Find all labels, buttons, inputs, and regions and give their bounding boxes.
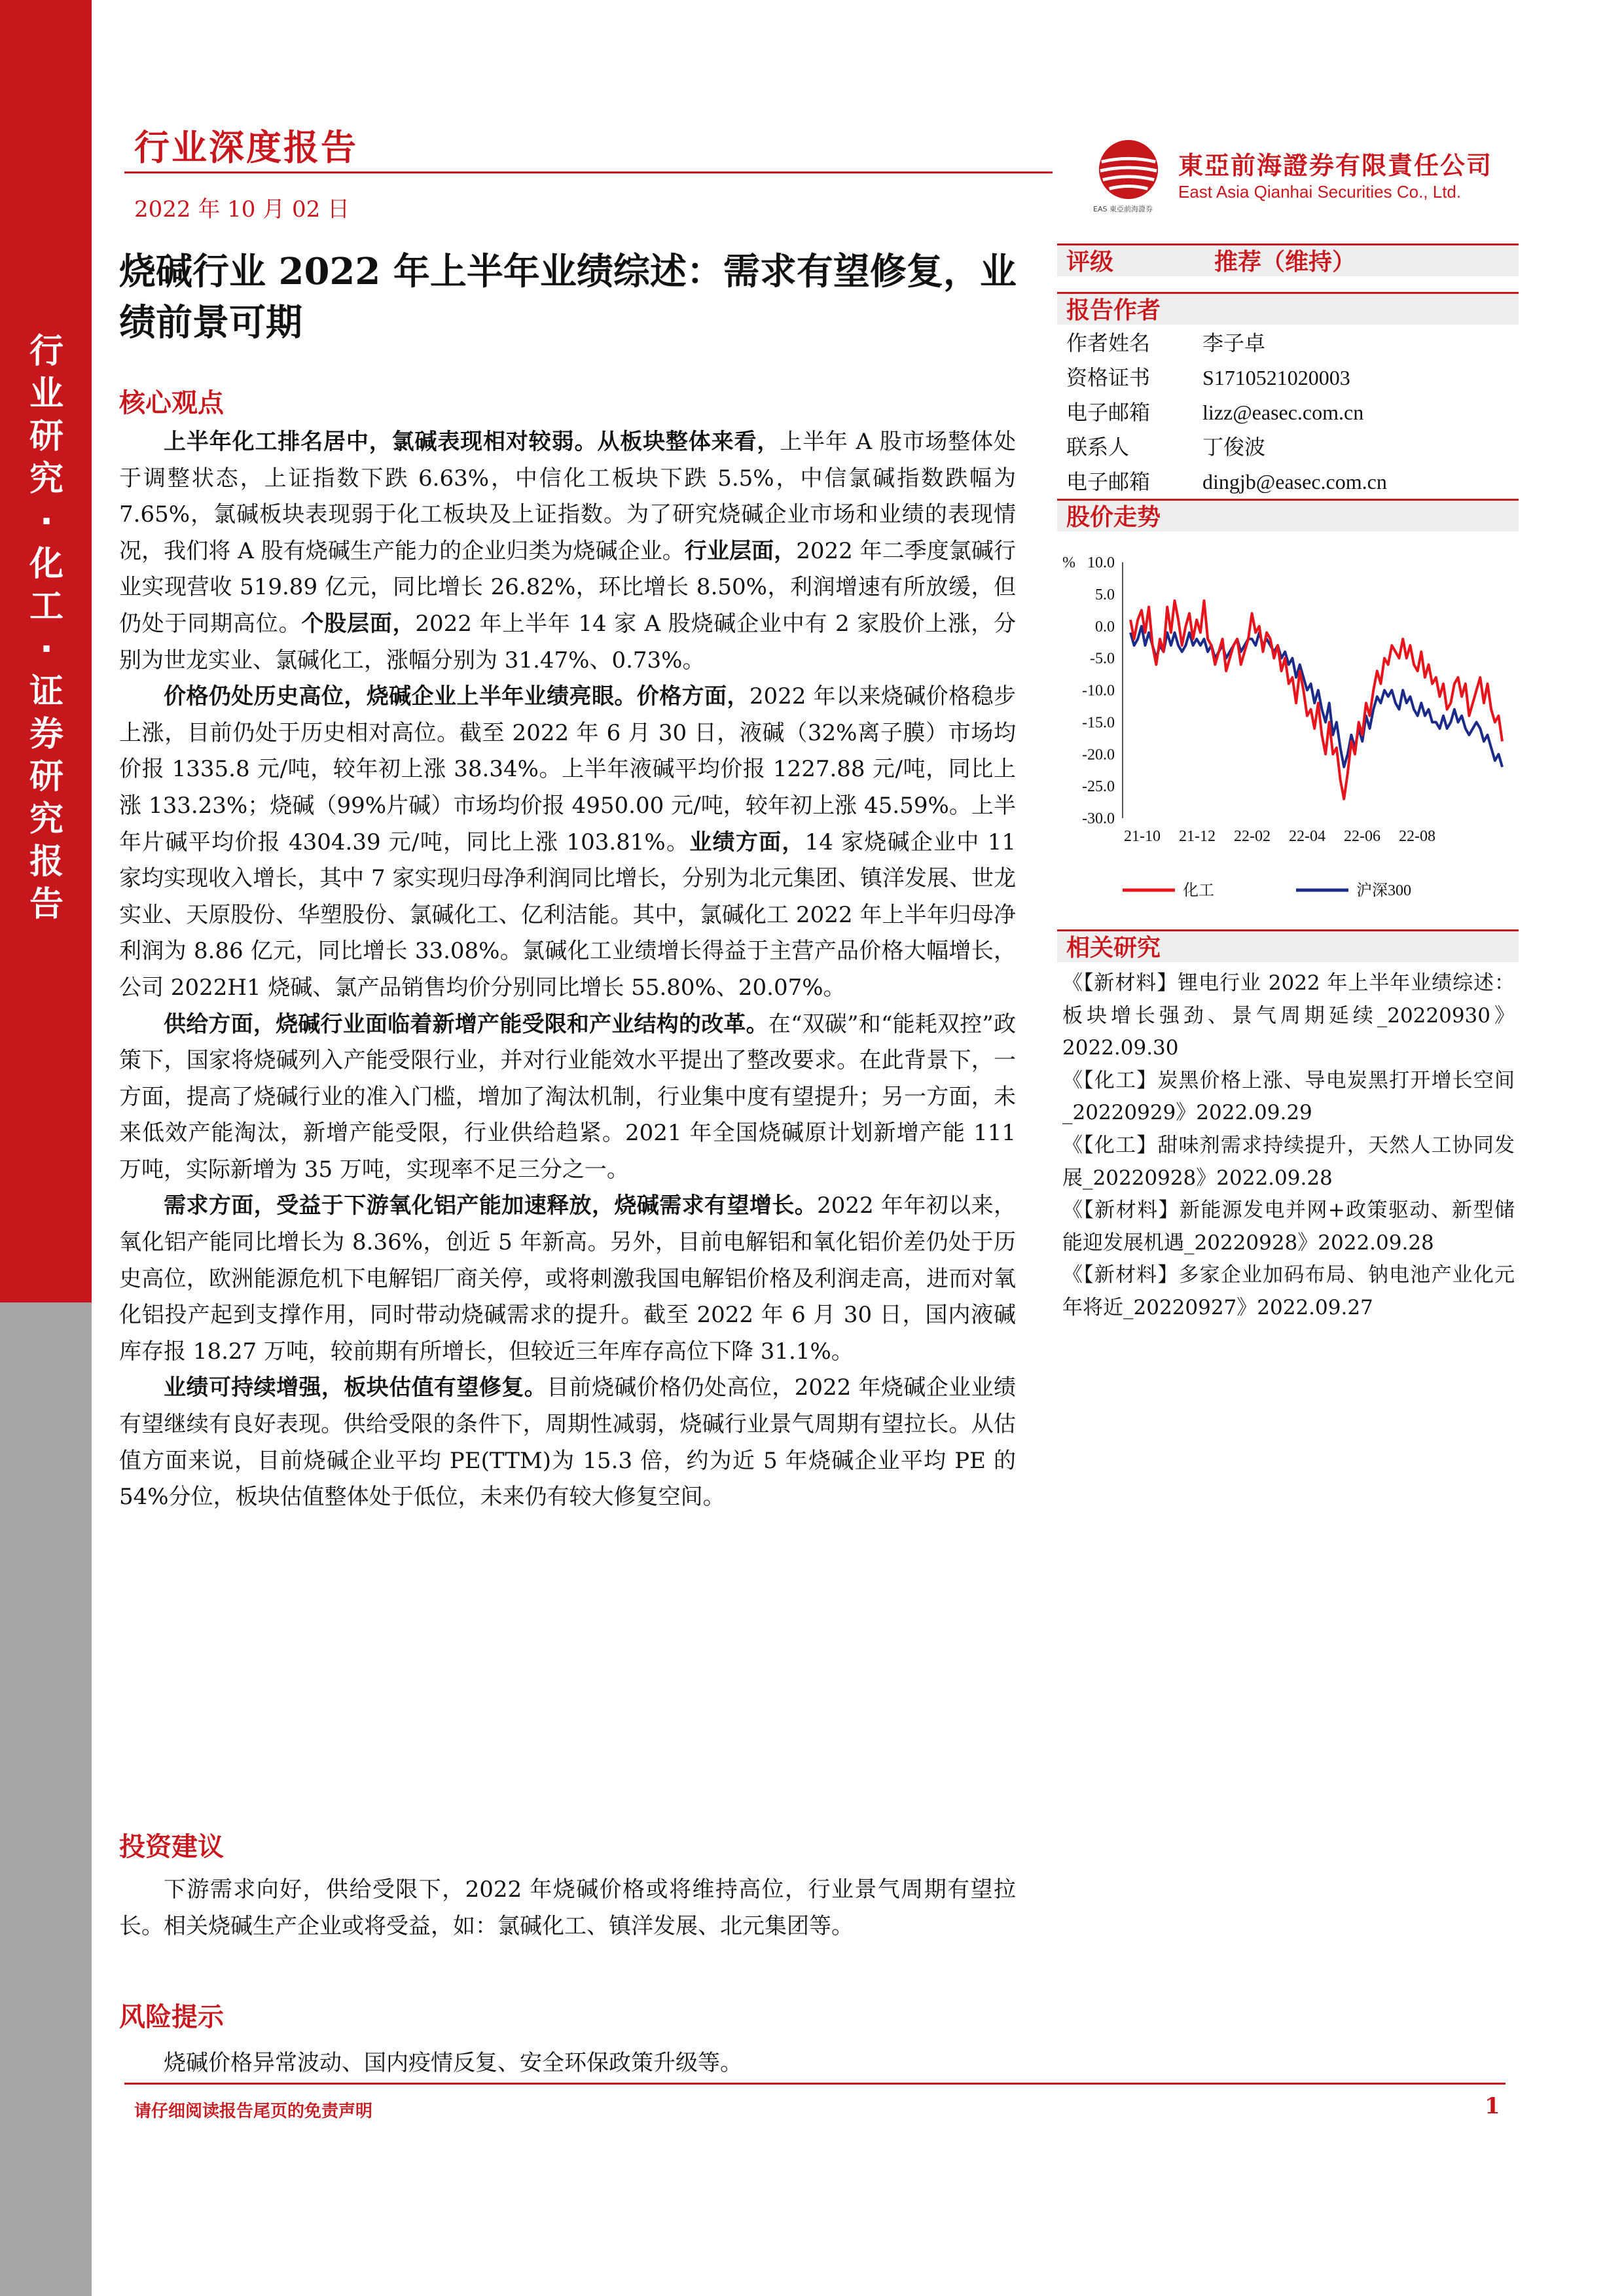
stock-heading: 股价走势 (1057, 499, 1519, 531)
author-row (1057, 326, 1519, 361)
x-tick-label: 22-08 (1399, 828, 1435, 845)
header-divider (124, 171, 1053, 173)
stock-box (1057, 499, 1519, 531)
core-paragraph-4: 需求方面，受益于下游氧化铝产能加速释放，烧碱需求有望增长。2022 年年初以来，氧化铝产能同比增长为 8.36%，创近 5 年新高。另外，目前电解铝和氧化铝价差仍处于历史高位，欧洲能源危机下电解铝厂商关停，或将刺激我国电解铝价格及利润走高，进而对氧化铝投产起到支撑作用，同时带动烧碱需求的提升。截至 2022 年 6 月 30 日，国内液碱库存报 18.27 万吨，较前期有所增长，但较近三年库存高位下降 31.1%。 (119, 1193, 1017, 1365)
author-field-label: 联系人 (1066, 435, 1130, 459)
x-tick-label: 21-12 (1179, 828, 1216, 845)
related-report-link[interactable]: 《【新材料】锂电行业 2022 年上半年业绩综述：板块增长强劲、景气周期延续_20220930》2022.09.30 (1062, 971, 1515, 1060)
y-tick-label: -10.0 (1082, 682, 1115, 700)
disclaimer-note: 请仔细阅读报告尾页的免责声明 (134, 2102, 373, 2121)
rating-label: 评级 (1066, 248, 1114, 276)
author-field-label: 作者姓名 (1066, 331, 1151, 355)
core-paragraph-1: 上半年化工排名居中，氯碱表现相对较弱。从板块整体来看，上半年 A 股市场整体处于调整状态，上证指数下跌 6.63%，中信化工板块下跌 5.5%，中信氯碱指数跌幅为 7.65%，氯碱板块表现弱于化工板块及上证指数。为了研究烧碱企业市场和业绩的表现情况，我们将 A 股有烧碱生产能力的企业归类为烧碱企业。行业层面，2022 年二季度氯碱行业实现营收 519.89 亿元，同比增长 26.82%，环比增长 8.50%，利润增速有所放缓，但仍处于同期高位。个股层面，2022 年上半年 14 家 A 股烧碱企业中有 2 家股价上涨，分别为世龙实业、氯碱化工，涨幅分别为 31.47%、0.73%。 (119, 429, 1017, 673)
related-report-link[interactable]: 《【新材料】新能源发电并网+政策驱动、新型储能迎发展机遇_20220928》2022.09.28 (1062, 1198, 1515, 1255)
company-logo-icon (1096, 137, 1161, 202)
related-list (1057, 962, 1519, 1325)
related-box (1057, 929, 1519, 1325)
related-report-link[interactable]: 《【新材料】多家企业加码布局、钠电池产业化元年将近_20220927》2022.09.27 (1062, 1263, 1515, 1319)
core-body (119, 424, 1016, 1516)
x-tick-label: 21-10 (1124, 828, 1161, 845)
report-title: 烧碱行业 2022 年上半年业绩综述：需求有望修复，业绩前景可期 (119, 250, 1017, 344)
author-field-label: 资格证书 (1066, 365, 1151, 390)
invest-paragraph: 下游需求向好，供给受限下，2022 年烧碱价格或将维持高位，行业景气周期有望拉长。相关烧碱生产企业或将受益，如：氯碱化工、镇洋发展、北元集团等。 (119, 1876, 1016, 1939)
author-row (1057, 395, 1519, 430)
rating-bar (1057, 243, 1519, 276)
related-report-link[interactable]: 《【化工】炭黑价格上涨、导电炭黑打开增长空间_20220929》2022.09.29 (1062, 1068, 1515, 1125)
author-field-value[interactable]: lizz@easec.com.cn (1202, 401, 1364, 424)
core-heading: 核心观点 (119, 387, 224, 418)
related-heading: 相关研究 (1057, 929, 1519, 962)
legend-label: 沪深300 (1356, 882, 1411, 899)
core-paragraph-2: 价格仍处历史高位，烧碱企业上半年业绩亮眼。价格方面，2022 年以来烧碱价格稳步上涨，目前仍处于历史相对高位。截至 2022 年 6 月 30 日，液碱（32%离子膜）市场均价报 1335.8 元/吨，较年初上涨 38.34%。上半年液碱平均价报 1227.88 元/吨，同比上涨 133.23%；烧碱（99%片碱）市场均价报 4950.00 元/吨，较年初上涨 45.59%。上半年片碱平均价报 4304.39 元/吨，同比上涨 103.81%。业绩方面，14 家烧碱企业中 11 家均实现收入增长，其中 7 家实现归母净利润同比增长，分别为北元集团、镇洋发展、世龙实业、天原股份、华塑股份、氯碱化工、亿利洁能。其中，氯碱化工 2022 年上半年归母净利润为 8.86 亿元，同比增长 33.08%。氯碱化工业绩增长得益于主营产品价格大幅增长，公司 2022H1 烧碱、氯产品销售均价分别同比增长 55.80%、20.07%。 (119, 683, 1017, 1001)
y-tick-label: -30.0 (1082, 810, 1115, 827)
risk-paragraph: 烧碱价格异常波动、国内疫情反复、安全环保政策升级等。 (164, 2050, 742, 2076)
y-axis-unit: % (1062, 554, 1075, 571)
y-tick-label: -25.0 (1082, 778, 1115, 796)
company-name-en: East Asia Qianhai Securities Co., Ltd. (1178, 182, 1462, 202)
authors-heading: 报告作者 (1057, 292, 1519, 325)
author-field-value: 李子卓 (1202, 331, 1266, 355)
legend-label: 化工 (1183, 882, 1214, 899)
y-tick-label: 10.0 (1087, 554, 1115, 571)
author-field-value[interactable]: dingjb@easec.com.cn (1202, 470, 1387, 493)
rating-value: 推荐（维持） (1214, 248, 1356, 276)
authors-box (1057, 292, 1519, 499)
risk-heading: 风险提示 (119, 2001, 224, 2032)
author-field-label: 电子邮箱 (1066, 469, 1151, 494)
authors-list (1057, 325, 1519, 499)
author-field-value: 丁俊波 (1202, 435, 1266, 459)
report-type: 行业深度报告 (134, 126, 358, 168)
company-name-cn: 東亞前海證券有限責任公司 (1178, 151, 1493, 180)
risk-body (119, 2045, 1016, 2082)
logo-caption: EAS 東亞前海證券 (1093, 205, 1153, 213)
core-paragraph-3: 供给方面，烧碱行业面临着新增产能受限和产业结构的改革。在“双碳”和“能耗双控”政策下，国家将烧碱列入产能受限行业，并对行业能效水平提出了整改要求。在此背景下，一方面，提高了烧碱行业的准入门槛，增加了淘汰机制，行业集中度有望提升；另一方面，未来低效产能淘汰，新增产能受限，行业供给趋紧。2021 年全国烧碱原计划新增产能 111 万吨，实际新增为 35 万吨，实现率不足三分之一。 (119, 1011, 1017, 1183)
page-number: 1 (1485, 2093, 1500, 2119)
x-tick-label: 22-06 (1344, 828, 1380, 845)
core-paragraph-5: 业绩可持续增强，板块估值有望修复。目前烧碱价格仍处高位，2022 年烧碱企业业绩有望继续有良好表现。供给受限的条件下，周期性减弱，烧碱行业景气周期有望拉长。从估值方面来说，目前烧碱企业平均 PE(TTM)为 15.3 倍，约为近 5 年烧碱企业平均 PE 的 54%分位，板块估值整体处于低位，未来仍有较大修复空间。 (119, 1374, 1016, 1511)
y-tick-label: -15.0 (1082, 714, 1115, 732)
rating-box (1057, 243, 1519, 276)
related-report-link[interactable]: 《【化工】甜味剂需求持续提升，天然人工协同发展_20220928》2022.09.28 (1062, 1133, 1515, 1190)
x-tick-label: 22-04 (1289, 828, 1326, 845)
stock-price-chart (1057, 543, 1519, 916)
y-tick-label: -20.0 (1082, 746, 1115, 764)
invest-body (119, 1872, 1016, 1945)
sidebar-category-label: 行业研究·化工·证券研究报告 (29, 332, 63, 924)
sidebar-grey-band (0, 1302, 92, 2296)
footer-divider (124, 2083, 1506, 2085)
author-row (1057, 430, 1519, 465)
invest-heading: 投资建议 (119, 1831, 224, 1862)
y-tick-label: -5.0 (1090, 650, 1115, 668)
y-tick-label: 5.0 (1095, 586, 1115, 603)
y-tick-label: 0.0 (1095, 618, 1115, 636)
author-row (1057, 361, 1519, 395)
author-row (1057, 465, 1519, 499)
x-tick-label: 22-02 (1234, 828, 1271, 845)
author-field-label: 电子邮箱 (1066, 400, 1151, 425)
author-field-value: S1710521020003 (1202, 366, 1350, 389)
report-date: 2022 年 10 月 02 日 (134, 196, 350, 223)
